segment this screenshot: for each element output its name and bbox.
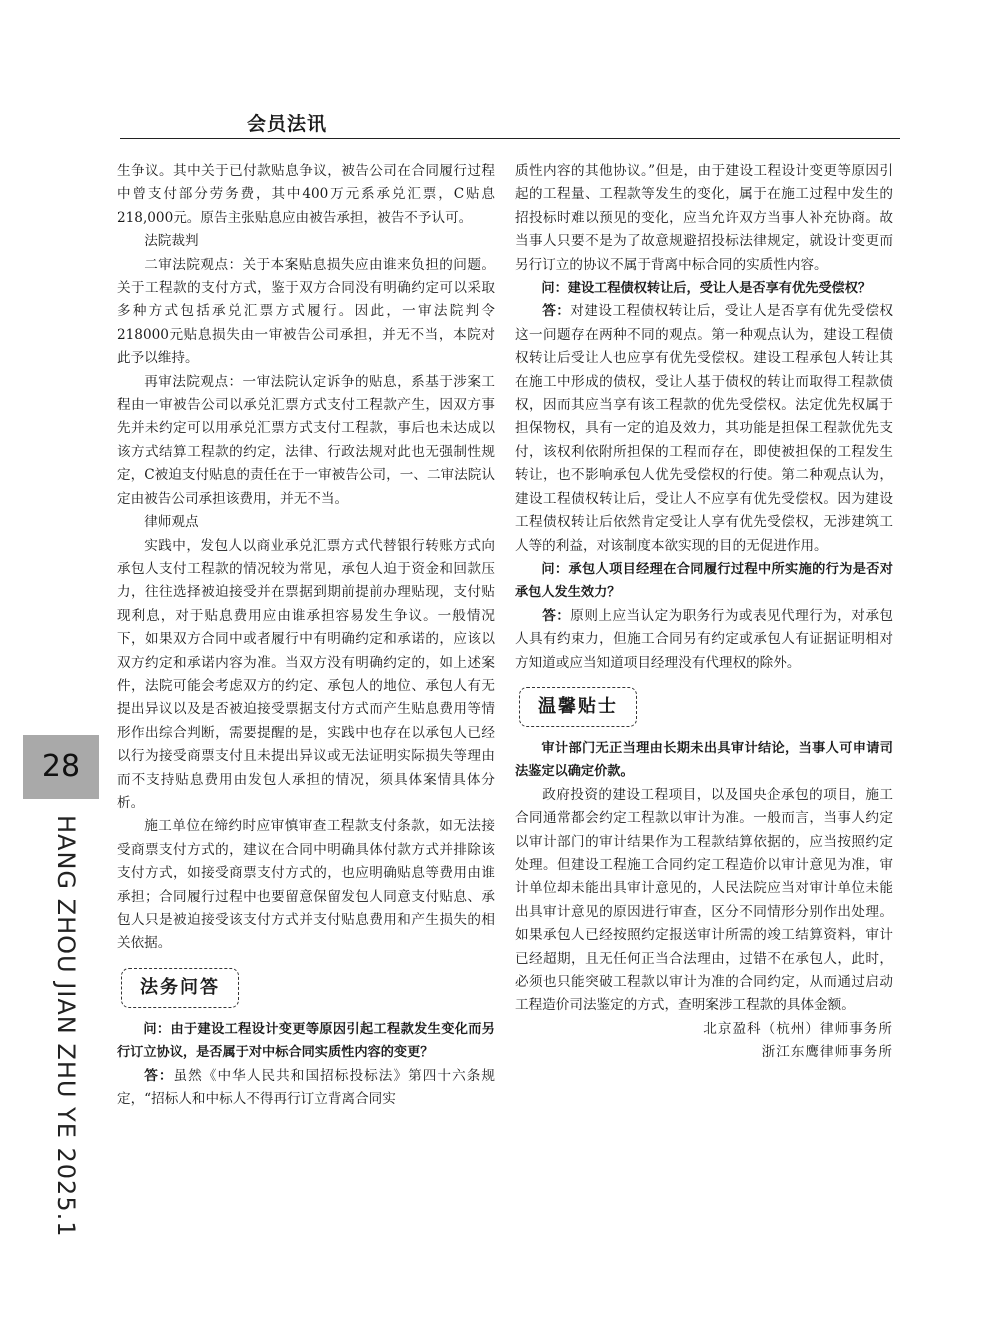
paragraph: 实践中，发包人以商业承兑汇票方式代替银行转账方式向承包人支付工程款的情况较为常见，承包人迫于资金和回款压力，往往选择被迫接受并在票据到期前提前办理贴现，支付贴现利息，对于贴息费用应由谁承担容易发生争议。一般情况下，如果双方合同中或者履行中有明确约定和承诺的，应该以双方约定和承诺内容为准。当双方没有明确约定的，如上述案件，法院可能会考虑双方的约定、承包人的地位、承包人有无提出异议以及是否被迫接受票据支付方式而产生贴息费用等情形作出综合判断，需要提醒的是，实践中也存在以承包人已经以行为接受商票支付且未提出异议或无法证明实际损失等理由而不支持贴息费用由发包人承担的情况，须具体案情具体分析。 [117, 537, 495, 811]
legal-qa-frame [121, 968, 239, 1008]
answer [515, 300, 893, 557]
section-title: 会员法讯 [247, 113, 328, 135]
subheading-court-ruling: 法院裁判 [144, 233, 199, 250]
question: 问：建设工程债权转让后，受让人是否享有优先受偿权？ [541, 281, 872, 297]
answer-label: 答： [542, 607, 571, 624]
answer-text: 原则上应当认定为职务行为或表见代理行为，对承包人具有约束力，但施工合同另有约定或承包人有证据证明相对方知道或应当知道项目经理没有代理权的除外。 [515, 607, 894, 671]
answer-text: 虽然《中华人民共和国招标投标法》第四十六条规定，“招标人和中标人不得再行订立背离合同实 [117, 1067, 496, 1108]
page-header [120, 105, 900, 135]
answer-label: 答： [144, 1067, 174, 1084]
legal-qa-box [117, 966, 495, 1010]
paragraph: 生争议。其中关于已付款贴息争议，被告公司在合同履行过程中曾支付部分劳务费，其中400万元系承兑汇票，C贴息218,000元。原告主张贴息应由被告承担，被告不予认可。 [117, 163, 495, 226]
answer [515, 605, 893, 675]
page-number-tab [23, 735, 99, 799]
paragraph: 质性内容的其他协议。”但是，由于建设工程设计变更等原因引起的工程量、工程款等发生的变化，属于在施工过程中发生的招投标时难以预见的变化，应当允许双方当事人补充协商。故当事人只要不是为了故意规避招投标法律规定，就设计变更而另行订立的协议不属于背离中标合同的实质性内容。 [515, 163, 893, 273]
tips-frame [519, 687, 637, 727]
paragraph: 二审法院观点：关于本案贴息损失应由谁来负担的问题。关于工程款的支付方式，鉴于双方合同没有明确约定可以采取多种方式包括承兑汇票方式履行。因此，一审法院判令218000元贴息损失由一审被告公司承担，并无不当，本院对此予以维持。 [117, 256, 495, 367]
answer-label: 答： [542, 303, 571, 320]
question: 问：由于建设工程设计变更等原因引起工程款发生变化而另行订立协议，是否属于对中标合同实质性内容的变更？ [117, 1021, 495, 1061]
paragraph: 施工单位在缔约时应审慎审查工程款支付条款，如无法接受商票支付方式的，建议在合同中明确具体付款方式并排除该支付方式，如接受商票支付方式的，也应明确贴息等费用由谁承担；合同履行过程中也要留意保留发包人同意支付贴息、承包人只是被迫接受该支付方式并支付贴息费用和产生损失的相关依据。 [117, 818, 495, 952]
signature-firm-1: 北京盈科（杭州）律师事务所 [703, 1020, 893, 1037]
left-column [117, 160, 495, 1111]
right-column [515, 160, 893, 1065]
tips-title: 温馨贴士 [538, 695, 618, 717]
journal-vertical-label [30, 815, 90, 1238]
subheading-lawyer-view: 律师观点 [144, 514, 199, 531]
tips-box [515, 685, 893, 729]
question: 问：承包人项目经理在合同履行过程中所实施的行为是否对承包人发生效力？ [515, 561, 893, 601]
paragraph: 再审法院观点：一审法院认定诉争的贴息，系基于涉案工程由一审被告公司以承兑汇票方式支付工程款产生，因双方事先并未约定可以用承兑汇票方式支付工程款，事后也未达成以该方式结算工程款的约定，法律、行政法规对此也无强制性规定，C被迫支付贴息的责任在于一审被告公司，一、二审法院认定由被告公司承担该费用，并无不当。 [117, 373, 495, 507]
legal-qa-title: 法务问答 [140, 976, 220, 998]
page-number: 28 [41, 749, 81, 784]
answer [117, 1065, 495, 1112]
header-rule [120, 138, 900, 139]
paragraph: 政府投资的建设工程项目，以及国央企承包的项目，施工合同通常都会约定工程款以审计为准。一般而言，当事人约定以审计部门的审计结果作为工程款结算依据的，应当按照约定处理。但建设工程施工合同约定工程造价以审计意见为准，审计单位却未能出具审计意见的，人民法院应当对审计单位未能出具审计意见的原因进行审查，区分不同情形分别作出处理。如果承包人已经按照约定报送审计所需的竣工结算资料，审计已经超期，且无任何正当合法理由，过错不在承包人，此时，必须也只能突破工程款以审计为准的合同约定，从而通过启动工程造价司法鉴定的方式，查明案涉工程款的具体金额。 [515, 786, 893, 1014]
tip-heading: 审计部门无正当理由长期未出具审计结论，当事人可申请司法鉴定以确定价款。 [515, 740, 893, 780]
signature-firm-2: 浙江东鹰律师事务所 [761, 1044, 893, 1061]
journal-name: HANG ZHOU JIAN ZHU YE 2025.1 [52, 815, 80, 1238]
answer-text: 对建设工程债权转让后，受让人是否享有优先受偿权这一问题存在两种不同的观点。第一种观点认为，建设工程债权转让后受让人也应享有优先受偿权。建设工程承包人转让其在施工中形成的债权，受让人基于债权的转让而取得工程款债权，因而其应当享有该工程款的优先受偿权。法定优先权属于担保物权，具有一定的追及效力，其功能是担保工程款优先支付，该权利依附所担保的工程而存在，即使被担保的工程发生转让，也不影响承包人优先受偿权的行使。第二种观点认为，建设工程债权转让后，受让人不应享有优先受偿权。因为建设工程债权转让后依然肯定受让人享有优先受偿权，无涉建筑工人等的利益，对该制度本欲实现的目的无促进作用。 [515, 303, 894, 554]
